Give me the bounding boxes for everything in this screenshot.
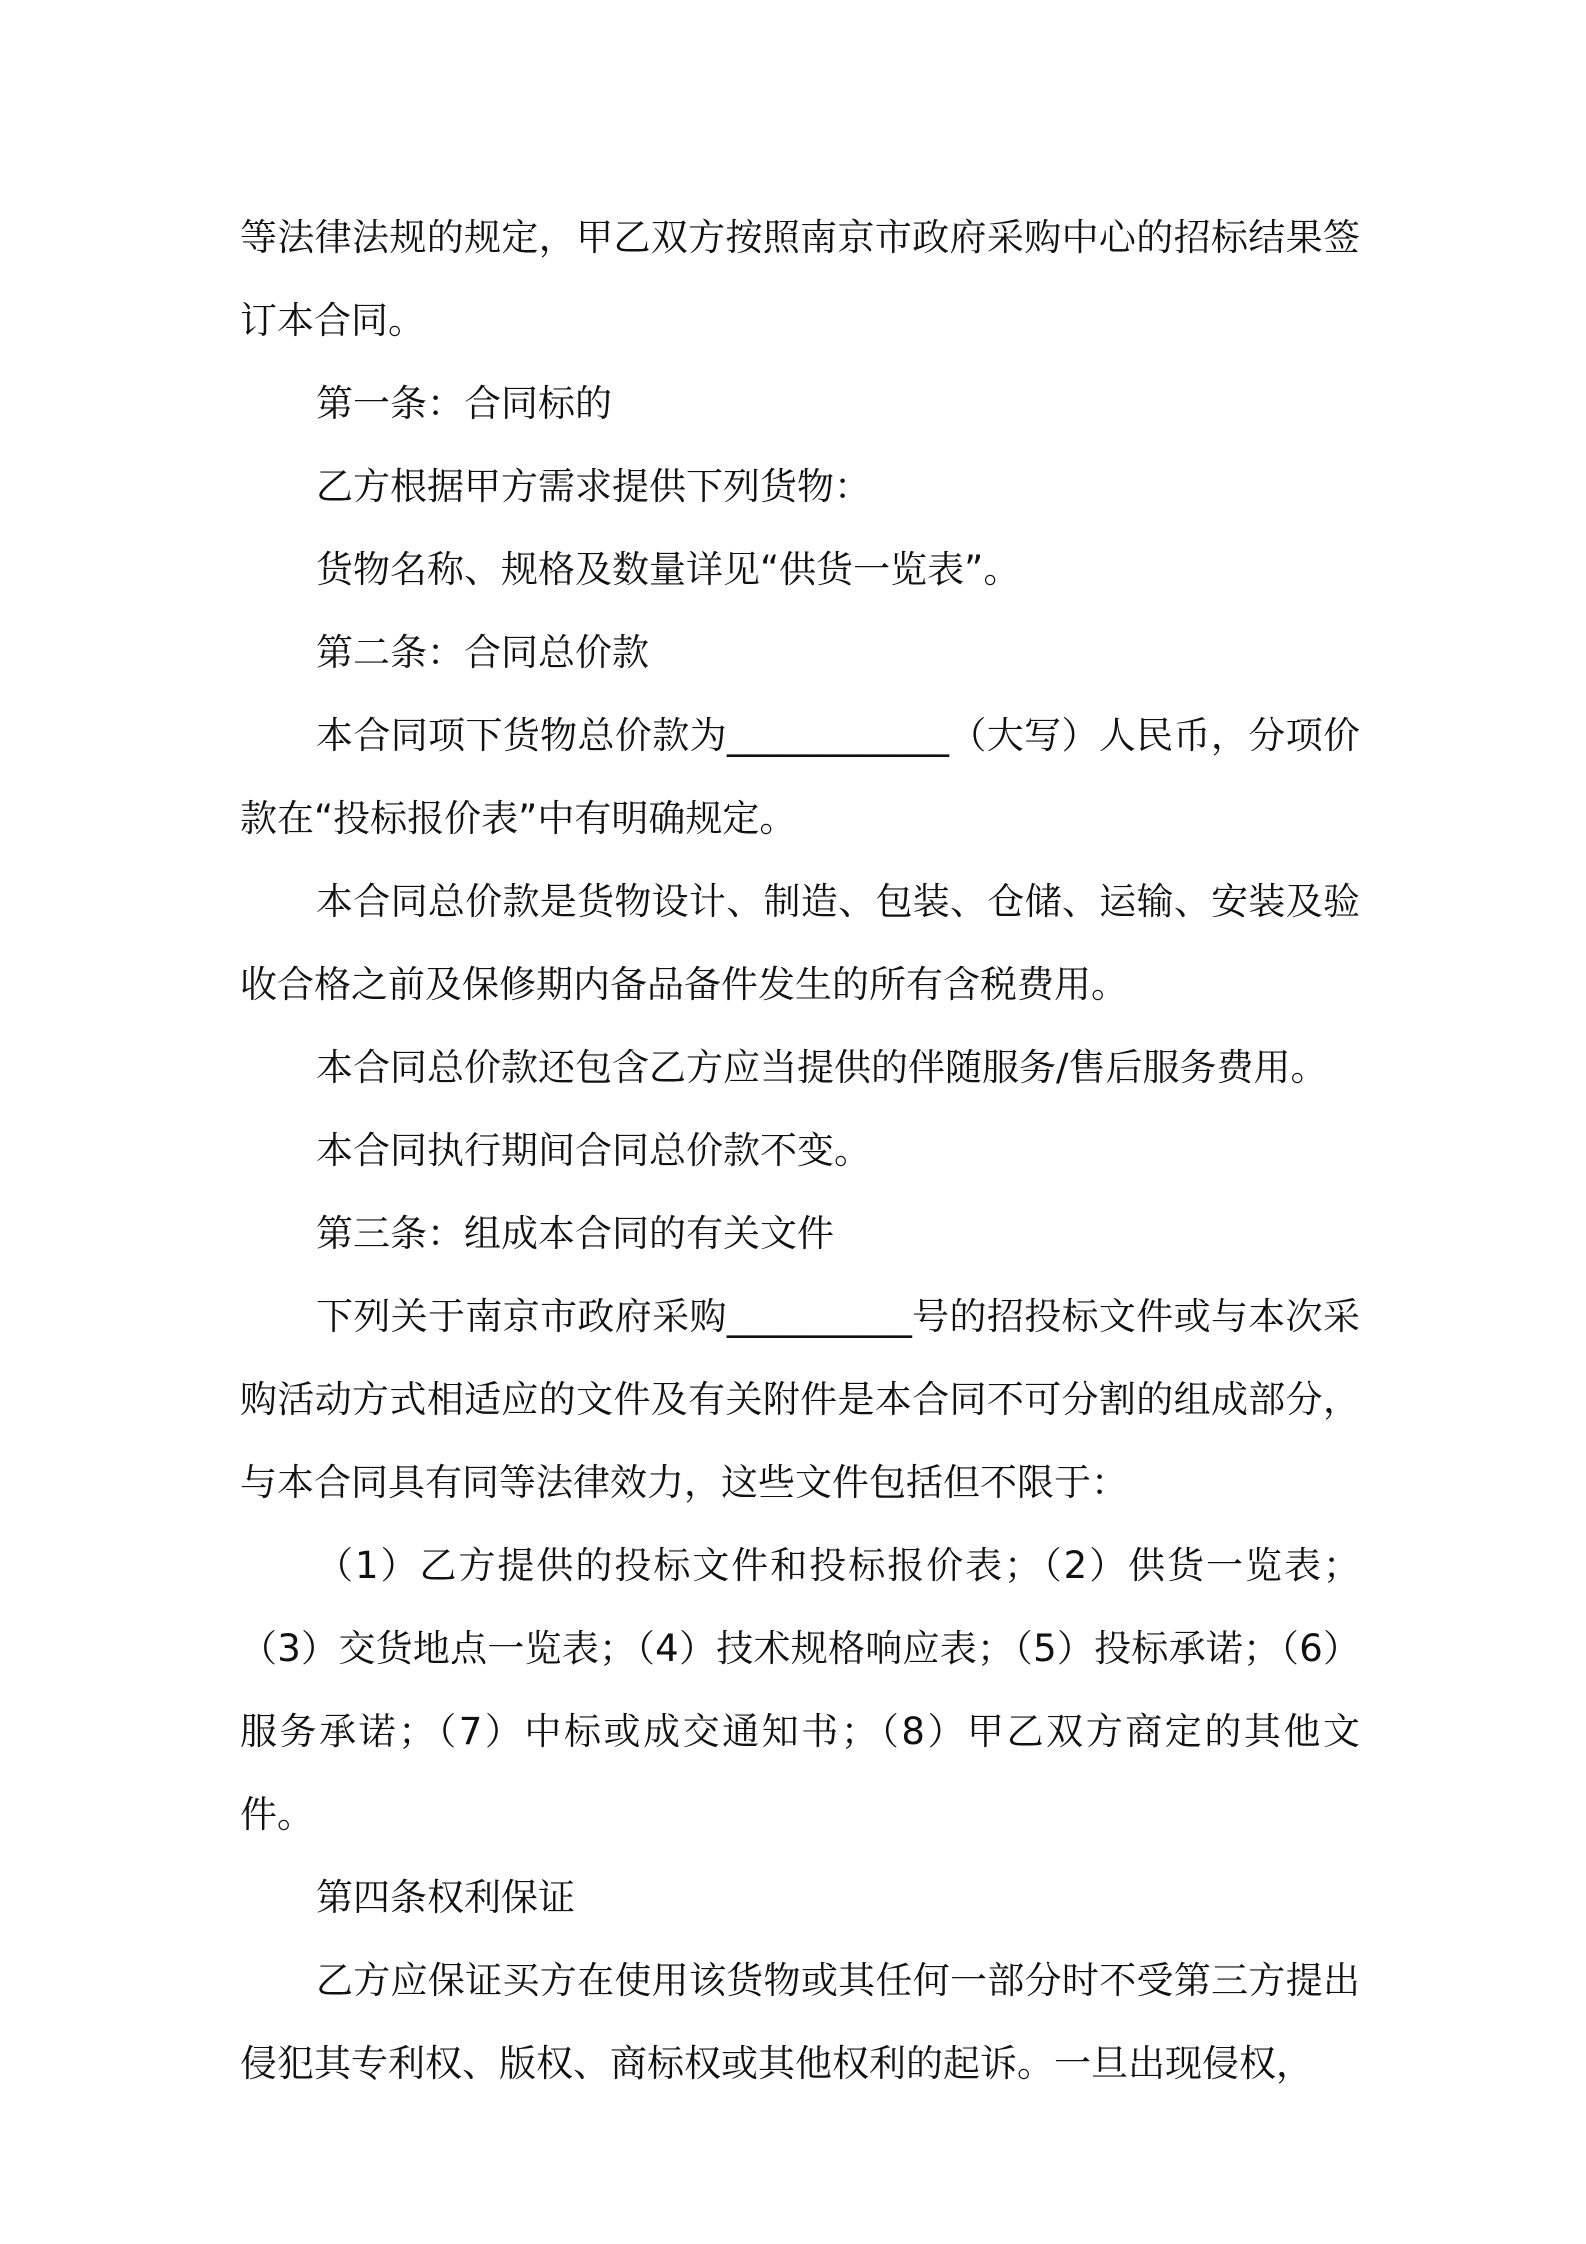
heading-article-3: 第三条：组成本合同的有关文件 — [316, 1212, 834, 1255]
paragraph-document-list: （1）乙方提供的投标文件和投标报价表；（2）供货一览表；（3）交货地点一览表；（4）技术规格响应表；（5）投标承诺；（6）服务承诺；（7）中标或成交通知书；（8）甲乙双方商定的其他文件。 — [240, 1544, 1360, 1836]
paragraph-price-fixed: 本合同执行期间合同总价款不变。 — [316, 1129, 871, 1172]
heading-article-4: 第四条权利保证 — [316, 1876, 575, 1919]
contract-text-body — [240, 196, 1360, 2105]
paragraph-price-scope: 本合同总价款是货物设计、制造、包装、仓储、运输、安装及验收合格之前及保修期内备品备件发生的所有含税费用。 — [240, 880, 1360, 1006]
paragraph-service-fees: 本合同总价款还包含乙方应当提供的伴随服务/售后服务费用。 — [316, 1046, 1328, 1089]
heading-article-2: 第二条：合同总价款 — [316, 631, 649, 674]
paragraph-intro: 等法律法规的规定，甲乙双方按照南京市政府采购中心的招标结果签订本合同。 — [240, 216, 1360, 342]
paragraph-goods-supply: 乙方根据甲方需求提供下列货物： — [316, 465, 871, 508]
paragraph-rights-guarantee: 乙方应保证买方在使用该货物或其任何一部分时不受第三方提出侵犯其专利权、版权、商标权或其他权利的起诉。一旦出现侵权， — [240, 1959, 1360, 2085]
paragraph-goods-list: 货物名称、规格及数量详见“供货一览表”。 — [316, 548, 1021, 591]
paragraph-total-price: 本合同项下货物总价款为____________（大写）人民币，分项价款在“投标报价表”中有明确规定。 — [240, 714, 1360, 840]
heading-article-1: 第一条：合同标的 — [316, 382, 612, 425]
paragraph-related-documents: 下列关于南京市政府采购__________号的招投标文件或与本次采购活动方式相适应的文件及有关附件是本合同不可分割的组成部分，与本合同具有同等法律效力，这些文件包括但不限于： — [240, 1295, 1360, 1504]
